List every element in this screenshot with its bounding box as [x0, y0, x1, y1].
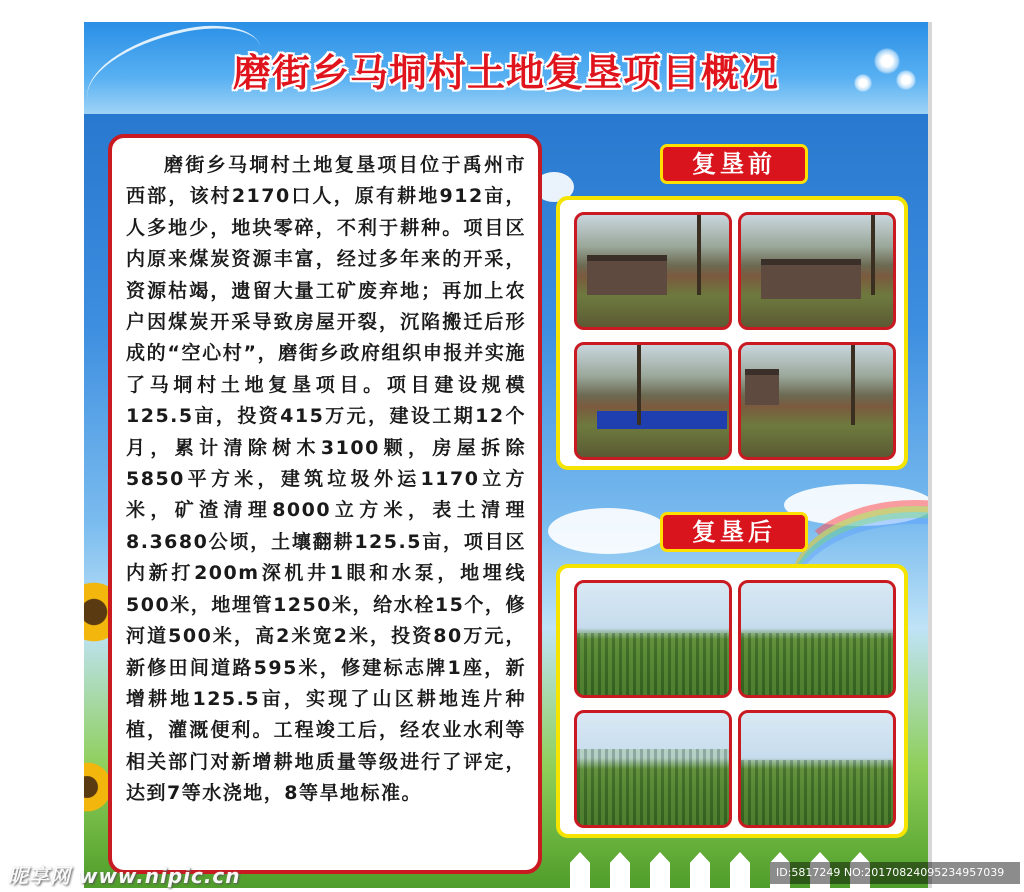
house-shape: [587, 255, 667, 295]
tree-shape: [851, 345, 855, 425]
tree-shape: [871, 215, 875, 295]
fence-picket: [610, 852, 630, 888]
before-photo-panel: [556, 196, 908, 470]
before-photo: [738, 342, 896, 460]
house-shape: [745, 369, 779, 405]
after-photo-panel: [556, 564, 908, 838]
page-title: 磨街乡马垌村土地复垦项目概况: [232, 50, 779, 95]
before-label: 复垦前: [660, 144, 808, 184]
crop-rows: [577, 749, 729, 825]
blue-banner-shape: [597, 411, 727, 429]
tree-shape: [697, 215, 701, 295]
before-photo: [574, 212, 732, 330]
crop-rows: [741, 760, 893, 825]
cloud-icon: [548, 508, 668, 554]
watermark-logo: 昵享网 www.nipic.cn: [8, 864, 241, 888]
after-photo: [738, 710, 896, 828]
fence-picket: [730, 852, 750, 888]
before-photo: [574, 342, 732, 460]
fence-picket: [570, 852, 590, 888]
tree-shape: [637, 345, 641, 425]
after-label: 复垦后: [660, 512, 808, 552]
after-photo: [574, 580, 732, 698]
description-panel: [108, 134, 542, 874]
project-description: 磨街乡马垌村土地复垦项目位于禹州市西部，该村2170口人，原有耕地912亩，人多地少，地块零碎，不利于耕种。项目区内原来煤炭资源丰富，经过多年来的开采，资源枯竭，遗留大量工矿废弃地；再加上农户因煤炭开采导致房屋开裂，沉陷搬迁后形成的“空心村”，磨街乡政府组织申报并实施了马垌村土地复垦项目。项目建设规模125.5亩，投资415万元，建设工期12个月，累计清除树木3100颗，房屋拆除5850平方米，建筑垃圾外运1170立方米，矿渣清理8000立方米，表土清理8.3680公顷，土壤翻耕125.5亩，项目区内新打200m深机井1眼和水泵，地埋线500米，地埋管1250米，给水栓15个，修河道500米，高2米宽2米，投资80万元，新修田间道路595米，修建标志牌1座，新增耕地125.5亩，实现了山区耕地连片种植，灌溉便利。工程竣工后，经农业水利等相关部门对新增耕地质量等级进行了评定，达到7等水浇地，8等旱地标准。: [126, 154, 526, 805]
watermark-id: ID:5817249 NO:20170824095234957039: [770, 862, 1020, 884]
before-photo: [738, 212, 896, 330]
after-photo: [738, 580, 896, 698]
crop-rows: [577, 633, 729, 695]
fence-picket: [690, 852, 710, 888]
after-photo: [574, 710, 732, 828]
crop-rows: [741, 633, 893, 695]
fence-picket: [650, 852, 670, 888]
house-shape: [761, 259, 861, 299]
